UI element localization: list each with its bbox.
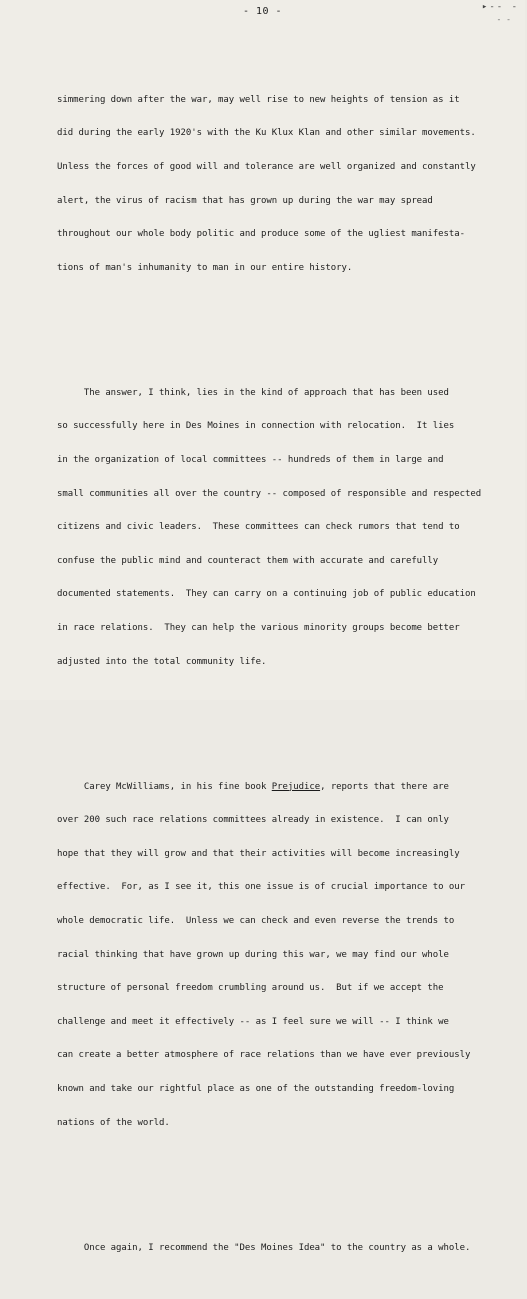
text-fragment: , reports that there are: [320, 781, 449, 792]
paragraph-2: [57, 365, 527, 690]
text-line: whole democratic life. Unless we can check and even reverse the trends to: [57, 915, 455, 926]
text-line: The answer, I think, lies in the kind of approach that has been used: [57, 387, 449, 398]
book-title: Prejudice: [271, 781, 321, 792]
text-line: nations of the world.: [57, 1117, 170, 1128]
text-line: confuse the public mind and counteract them with accurate and carefully: [57, 555, 439, 566]
text-line: [57, 782, 527, 793]
paragraph-1: [57, 72, 527, 296]
text-line: tions of man's inhumanity to man in our entire history.: [57, 262, 353, 273]
page-number: - 10 -: [242, 6, 283, 17]
text-line: hope that they will grow and that their activities will become increasingly: [57, 848, 460, 859]
text-line: known and take our rightful place as one of the outstanding freedom-loving: [57, 1083, 455, 1094]
text-line: documented statements. They can carry on a continuing job of public education: [57, 589, 476, 600]
text-line: over 200 such race relations committees already in existence. I can only: [57, 815, 449, 826]
text-line: so successfully here in Des Moines in connection with relocation. It lies: [57, 421, 455, 432]
document-body: [57, 50, 527, 1299]
text-line: racial thinking that have grown up during this war, we may find our whole: [57, 949, 449, 960]
paragraph-3: [57, 759, 527, 1151]
text-line: throughout our whole body politic and produce some of the ugliest manifesta-: [57, 229, 466, 240]
text-line: alert, the virus of racism that has grown up during the war may spread: [57, 195, 433, 206]
text-line: can create a better atmosphere of race relations than we have ever previously: [57, 1050, 471, 1061]
corner-mark-secondary: - -: [496, 15, 511, 24]
corner-mark: ▸‑‑ ‑: [481, 2, 519, 12]
text-line: did during the early 1920's with the Ku Klux Klan and other similar movements.: [57, 128, 476, 139]
text-line: Once again, I recommend the "Des Moines Idea" to the country as a whole.: [57, 1242, 471, 1253]
text-line: citizens and civic leaders. These committees can check rumors that tend to: [57, 522, 460, 533]
text-line: effective. For, as I see it, this one issue is of crucial importance to our: [57, 882, 466, 893]
text-line: Unless the forces of good will and tolerance are well organized and constantly: [57, 162, 476, 172]
text-line: adjusted into the total community life.: [57, 656, 267, 667]
text-line: in the organization of local committees -- hundreds of them in large and: [57, 454, 444, 465]
text-line: simmering down after the war, may well rise to new heights of tension as it: [57, 94, 460, 105]
text-line: in race relations. They can help the various minority groups become better: [57, 622, 460, 633]
paragraph-4: [57, 1220, 527, 1276]
text-line: small communities all over the country -- composed of responsible and respected: [57, 488, 482, 499]
text-fragment: Carey McWilliams, in his fine book: [57, 781, 272, 792]
text-line: structure of personal freedom crumbling around us. But if we accept the: [57, 983, 444, 994]
text-line: challenge and meet it effectively -- as I feel sure we will -- I think we: [57, 1016, 449, 1027]
